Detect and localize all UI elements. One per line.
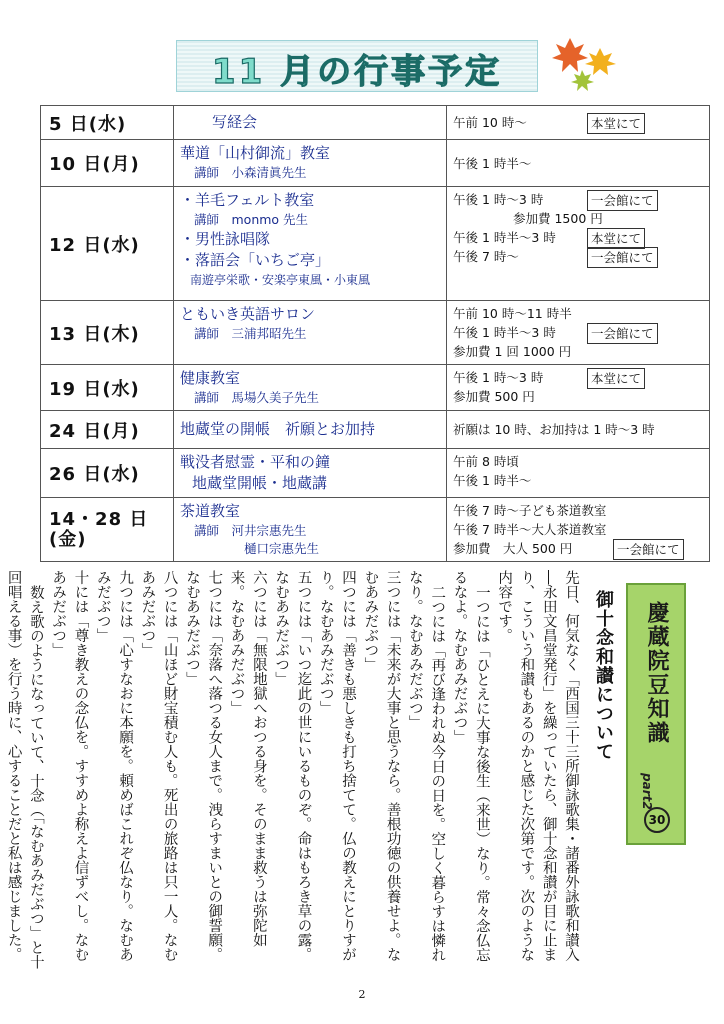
trivia-number: 30 [644, 807, 670, 833]
date-cell: 19 日(水) [41, 365, 174, 411]
place-box: 一会館にて [613, 539, 684, 560]
page-number: 2 [358, 988, 366, 1001]
date-cell: 5 日(水) [41, 106, 174, 140]
article-paragraph: 六つには「無限地獄へおつる身を。そのまま救うは弥陀如来。なむあみだぶつ」 [228, 570, 267, 947]
performer-names: 南遊亭栄歌・安楽亭東風・小東風 [190, 273, 371, 287]
time-text: 午前 10 時～11 時半 [453, 306, 572, 321]
lecturer-name: 樋口宗惠先生 [244, 541, 320, 556]
table-row [41, 106, 710, 140]
time-text: 午後 7 時～子ども茶道教室 [453, 503, 607, 518]
trivia-badge [626, 583, 686, 845]
time-text: 午後 7 時～ 一会館にて [453, 247, 703, 266]
article-paragraph: 十には「尊き教えの念仏を。すすめよ称えよ信ずべし。なむあみだぶつ」 [50, 570, 89, 962]
time-text: 午後 1 時半～3 時 一会館にて [453, 323, 703, 342]
place-box: 一会館にて [587, 247, 658, 268]
time-text: 午後 1 時～3 時 一会館にて [453, 190, 703, 209]
fee-text: 参加費 1500 円 [513, 211, 603, 226]
lecturer-name: 講師 馬場久美子先生 [194, 390, 320, 405]
article-paragraph: 二つには「再び逢われぬ今日の日を。空しく暮らすは憐れなり。なむあみだぶつ」 [406, 570, 446, 962]
time-text: 祈願は 10 時、お加持は 1 時～3 時 [453, 422, 655, 437]
time-text: 午後 1 時半～3 時 本堂にて [453, 228, 703, 247]
article-paragraph: 先日、何気なく「西国三十三所御詠歌集・諸番外詠歌和讃入―永田文昌堂発行」を繰っていたら、御十念和讃が目に止まり、こういう和讃もあるのかと感じた次第です。次のような内容です。 [496, 570, 579, 962]
article-paragraph: 九つには「心すなおに本願を。頼めばこれぞ仏なり。なむあみだぶつ」 [94, 570, 134, 962]
lecturer-name: 講師 三浦邦昭先生 [194, 326, 307, 341]
date-cell: 12 日(水) [41, 187, 174, 301]
table-row [41, 187, 710, 301]
lecturer-name: 講師 小森清眞先生 [194, 165, 307, 180]
place-box: 一会館にて [587, 323, 658, 344]
article-paragraph: 五つには「いつ迄此の世にいるものぞ。命はもろき草の露。なむあみだぶつ」 [273, 570, 312, 962]
article-paragraph: 七つには「奈落へ落つる女人まで。洩らすまいとの御誓願。なむあみだぶつ」 [183, 570, 223, 962]
event-name: 茶道教室 [180, 502, 241, 520]
event-name: ・男性詠唱隊 [180, 230, 271, 248]
trivia-title: 慶蔵院豆知識 [644, 601, 670, 745]
lecturer-name: 講師 河井宗惠先生 [194, 523, 307, 538]
time-text: 午前 10 時～ 本堂にて [453, 113, 703, 132]
event-name: ・落語会「いちご亭」 [180, 251, 331, 269]
article-heading: 御十念和讃について [593, 590, 614, 761]
event-name: ・羊毛フェルト教室 [180, 191, 315, 209]
article-paragraph: 四つには「善きも悪しきも打ち捨てて。仏の教えにとりすがり。なむあみだぶつ」 [317, 570, 357, 962]
table-row [41, 301, 710, 365]
table-row [41, 365, 710, 411]
event-name: ともいき英語サロン [180, 305, 316, 323]
place-box: 一会館にて [587, 190, 658, 211]
event-name: 地蔵堂の開帳 祈願とお加持 [180, 420, 376, 438]
table-row [41, 411, 710, 449]
date-cell: 13 日(木) [41, 301, 174, 365]
article-body [5, 570, 582, 970]
time-text: 午後 7 時半～大人茶道教室 [453, 522, 607, 537]
place-box: 本堂にて [587, 368, 645, 389]
lecturer-name: 講師 monmo 先生 [194, 212, 309, 227]
fee-text: 参加費 500 円 [453, 389, 535, 404]
place-box: 本堂にて [587, 113, 645, 134]
schedule-table [40, 105, 710, 562]
event-name: 華道「山村御流」教室 [180, 144, 331, 162]
time-text: 午後 1 時半～ [453, 473, 532, 488]
title-banner [176, 40, 538, 92]
fee-text: 参加費 大人 500 円 一会館にて [453, 539, 703, 558]
table-row [41, 449, 710, 498]
event-name: 地蔵堂開帳・地蔵講 [192, 474, 328, 492]
article-paragraph: 数え歌のようになっていて、十念（「なむあみだぶつ」と十回唱える事）を行う時に、心することだと私は感じました。 [5, 570, 44, 969]
place-box: 本堂にて [587, 228, 645, 249]
time-text: 午後 1 時～3 時 本堂にて [453, 368, 703, 387]
fee-text: 参加費 1 回 1000 円 [453, 344, 572, 359]
autumn-leaves-icon [550, 30, 620, 96]
date-cell: 14・28 日 (金) [41, 498, 174, 562]
table-row [41, 140, 710, 187]
article-paragraph: 一つには「ひとえに大事な後生（来世）なり。常々念仏忘るなよ。なむあみだぶつ」 [451, 570, 490, 962]
table-row [41, 498, 710, 562]
event-name: 戦没者慰霊・平和の鐘 [180, 453, 331, 471]
date-cell: 10 日(月) [41, 140, 174, 187]
date-cell: 24 日(月) [41, 411, 174, 449]
time-text: 午後 1 時半～ [453, 155, 532, 171]
article-paragraph: 三つには「未来が大事と思うなら。善根功徳の供養せよ。なむあみだぶつ」 [362, 570, 401, 962]
time-text: 午前 8 時頃 [453, 454, 519, 469]
page-title: 11 月の行事予定 [211, 52, 503, 92]
event-name: 写経会 [212, 113, 258, 131]
article-paragraph: 八つには「山ほど財宝積む人も。死出の旅路は只一人。なむあみだぶつ」 [139, 570, 178, 962]
date-cell: 26 日(水) [41, 449, 174, 498]
trivia-part: part2 [640, 773, 654, 810]
event-name: 健康教室 [180, 369, 241, 387]
